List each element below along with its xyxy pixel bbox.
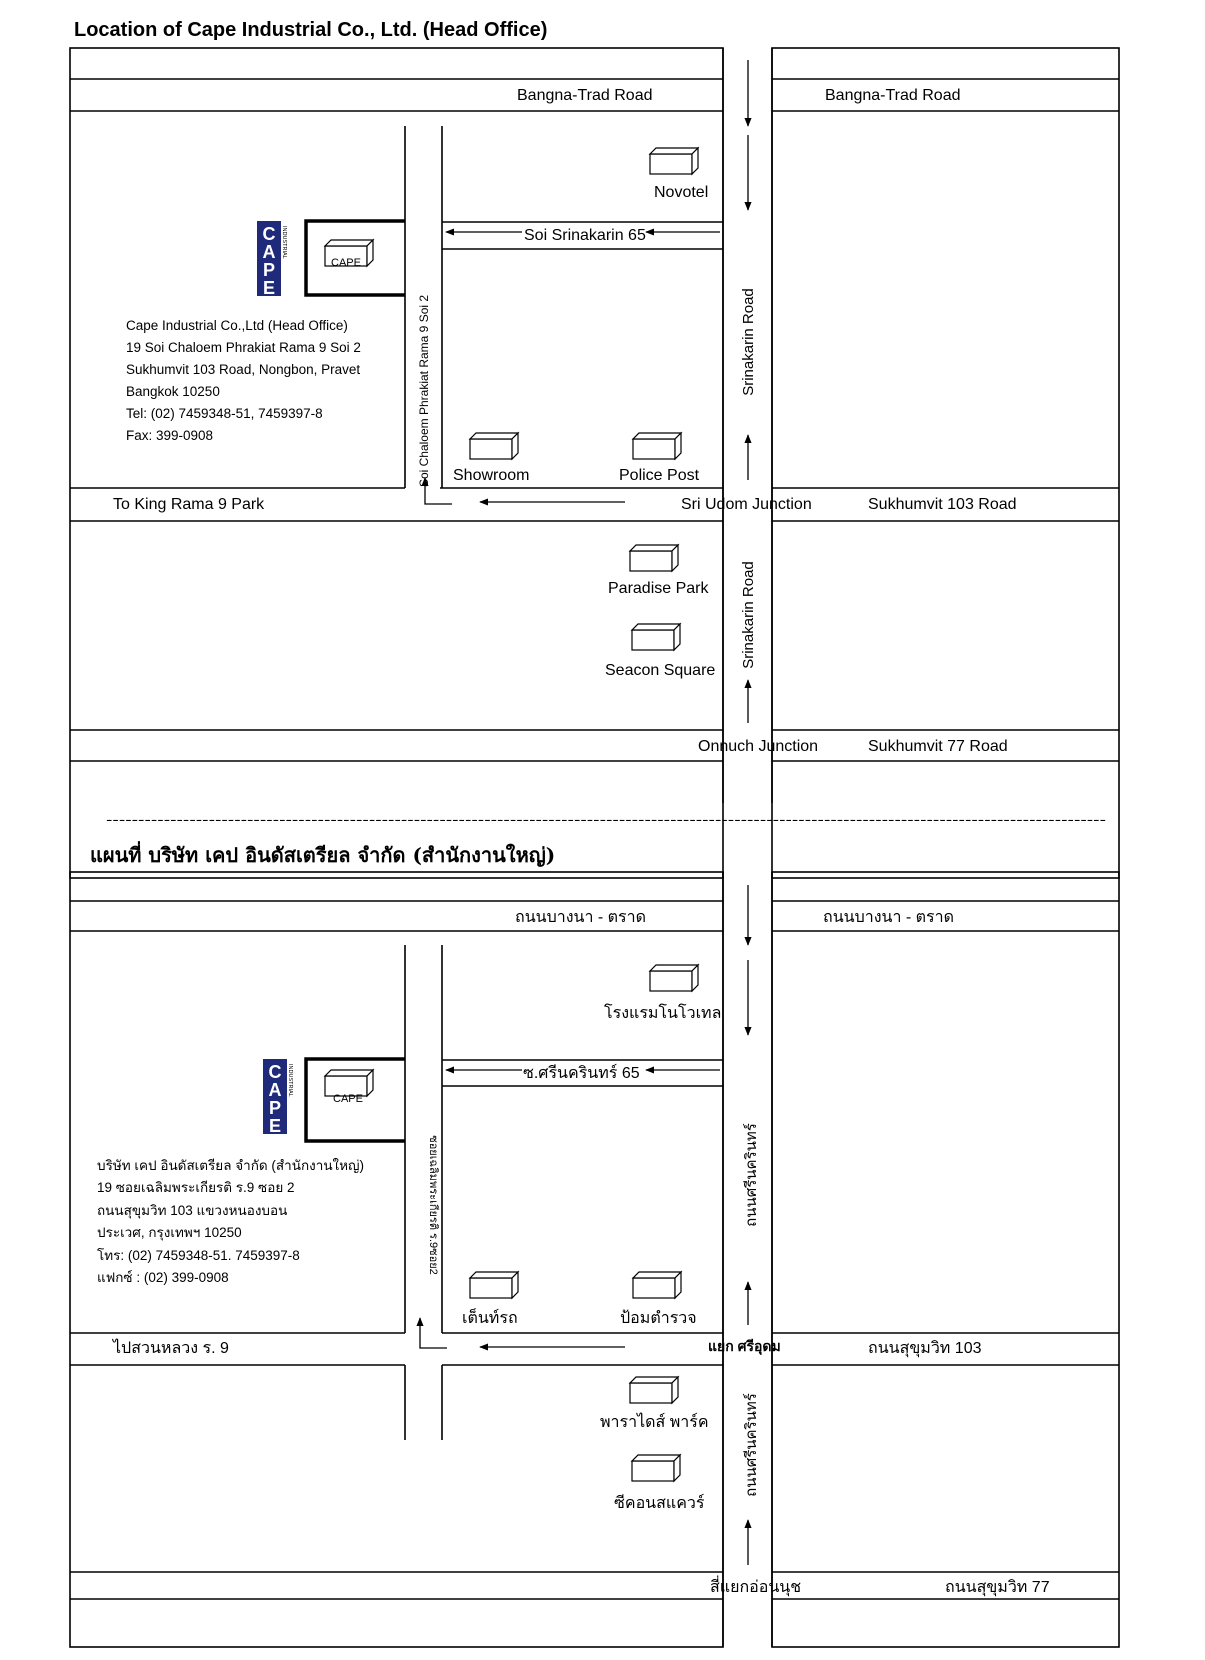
soi-srinakarin-label: Soi Srinakarin 65	[524, 227, 646, 244]
seacon-square-label: Seacon Square	[605, 662, 716, 679]
thai-map-title: แผนที่ บริษัท เคป อินดัสเตรียล จำกัด (สำนักงานใหญ่)	[90, 843, 556, 867]
soi-srinakarin-label-th: ซ.ศรีนครินทร์ 65	[523, 1065, 640, 1082]
sukhumvit-77-label: Sukhumvit 77 Road	[868, 738, 1008, 755]
srinakarin-road-label-lower-th: ถนนศรีนครินทร์	[743, 1393, 760, 1497]
sri-udom-junction-label: Sri Udom Junction	[681, 496, 812, 513]
onnuch-junction-label-th: สี่แยกอ่อนนุช	[710, 1579, 802, 1596]
seacon-square-label-th: ซีคอนสแควร์	[614, 1495, 705, 1512]
svg-text:บริษัท เคป อินดัสเตรียล จำกัด: บริษัท เคป อินดัสเตรียล จำกัด (สำนักงานใหญ่)	[97, 1158, 365, 1173]
svg-text:P: P	[268, 1098, 282, 1118]
police-post-building-icon	[633, 433, 681, 459]
thai-arrows	[420, 885, 748, 1565]
svg-text:19 ซอยเฉลิมพระเกียรติ ร.9 ซอย: 19 ซอยเฉลิมพระเกียรติ ร.9 ซอย 2	[97, 1180, 295, 1195]
svg-text:C: C	[268, 1062, 282, 1082]
svg-text:P: P	[262, 260, 276, 280]
srinakarin-road-label: Srinakarin Road	[740, 288, 757, 396]
svg-text:19 Soi Chaloem Phrakiat Rama 9: 19 Soi Chaloem Phrakiat Rama 9 Soi 2	[126, 340, 361, 355]
svg-text:INDUSTRIAL: INDUSTRIAL	[287, 1064, 293, 1097]
police-post-label: Police Post	[619, 467, 700, 484]
seacon-square-building-icon-th	[632, 1455, 680, 1481]
novotel-building-icon-th	[650, 965, 698, 991]
novotel-building-icon	[650, 148, 698, 174]
soi-chaloem-label-th: ซอยเฉลิมพระเกียรติ ร.9ซอย2	[427, 1135, 439, 1275]
paradise-park-building-icon	[630, 545, 678, 571]
svg-text:ถนนสุขุมวิท 103 แขวงหนองบอน: ถนนสุขุมวิท 103 แขวงหนองบอน	[97, 1203, 288, 1218]
sri-udom-junction-label-th: แยก ศรีอุดม	[708, 1338, 781, 1354]
thai-map	[70, 840, 1119, 1647]
english-map	[70, 19, 1119, 878]
police-post-building-icon-th	[633, 1272, 681, 1298]
to-king-rama-park-label-th: ไปสวนหลวง ร. 9	[113, 1340, 229, 1357]
cape-building-label-th: CAPE	[333, 1093, 363, 1105]
english-arrows	[425, 60, 748, 723]
svg-text:Sukhumvit 103 Road, Nongbon, P: Sukhumvit 103 Road, Nongbon, Pravet	[126, 362, 361, 377]
bangna-trad-road-label-th: ถนนบางนา - ตราด	[515, 909, 647, 926]
english-address	[126, 318, 361, 443]
cape-logo-en	[257, 221, 287, 298]
showroom-building-icon	[470, 433, 518, 459]
bangna-trad-road-label: Bangna-Trad Road	[517, 87, 653, 104]
police-post-label-th: ป้อมตำรวจ	[620, 1310, 697, 1327]
bangna-trad-road-label-right: Bangna-Trad Road	[825, 87, 961, 104]
outer-frame-right-th	[772, 872, 1119, 1647]
svg-text:E: E	[268, 1116, 282, 1136]
paradise-park-label-th: พาราไดส์ พาร์ค	[600, 1414, 709, 1431]
english-map-title: Location of Cape Industrial Co., Ltd. (Head Office)	[74, 19, 548, 41]
svg-text:ประเวศ, กรุงเทพฯ 10250: ประเวศ, กรุงเทพฯ 10250	[97, 1225, 242, 1240]
cape-building-label: CAPE	[331, 257, 361, 269]
svg-text:Cape Industrial Co.,Ltd (Head: Cape Industrial Co.,Ltd (Head Office)	[126, 318, 348, 333]
svg-text:INDUSTRIAL: INDUSTRIAL	[281, 226, 287, 259]
svg-text:A: A	[268, 1080, 282, 1100]
seacon-square-building-icon	[632, 624, 680, 650]
soi-chaloem-label: Soi Chaloem Phrakiat Rama 9 Soi 2	[417, 294, 431, 488]
novotel-label: Novotel	[654, 184, 709, 201]
sukhumvit-103-label-th: ถนนสุขุมวิท 103	[868, 1340, 982, 1357]
svg-text:E: E	[262, 278, 276, 298]
to-king-rama-park-label: To King Rama 9 Park	[113, 496, 265, 513]
svg-text:Fax: 399-0908: Fax: 399-0908	[126, 428, 214, 443]
onnuch-junction-label: Onnuch Junction	[698, 738, 819, 755]
english-road-labels	[113, 87, 1017, 755]
svg-text:A: A	[262, 242, 276, 262]
showroom-label-th: เต็นท์รถ	[462, 1310, 518, 1327]
srinakarin-road-label-lower: Srinakarin Road	[740, 561, 757, 669]
novotel-label-th: โรงแรมโนโวเทล	[604, 1005, 722, 1022]
sukhumvit-103-label: Sukhumvit 103 Road	[868, 496, 1017, 513]
svg-text:Tel: (02) 7459348-51, 7459397-: Tel: (02) 7459348-51, 7459397-8	[126, 406, 323, 421]
paradise-park-label: Paradise Park	[608, 580, 709, 597]
sukhumvit-77-label-th: ถนนสุขุมวิท 77	[945, 1579, 1050, 1596]
cape-logo-th	[263, 1059, 293, 1136]
section-divider: ------------------------------------------------------------------------------------------------------------------------------------------------------------	[106, 811, 1107, 827]
outer-frame-left	[70, 48, 723, 878]
english-landmark-labels	[453, 184, 715, 679]
svg-text:C: C	[262, 224, 276, 244]
svg-text:แฟกซ์ : (02) 399-0908: แฟกซ์ : (02) 399-0908	[97, 1270, 229, 1285]
bangna-trad-road-label-right-th: ถนนบางนา - ตราด	[823, 909, 955, 926]
showroom-label: Showroom	[453, 467, 530, 484]
svg-text:Bangkok 10250: Bangkok 10250	[126, 384, 220, 399]
thai-address	[97, 1157, 364, 1285]
paradise-park-building-icon-th	[630, 1377, 678, 1403]
srinakarin-road-label-th: ถนนศรีนครินทร์	[743, 1123, 760, 1227]
svg-text:โทร: (02) 7459348-51. 7459397-: โทร: (02) 7459348-51. 7459397-8	[97, 1248, 300, 1263]
showroom-building-icon-th	[470, 1272, 518, 1298]
